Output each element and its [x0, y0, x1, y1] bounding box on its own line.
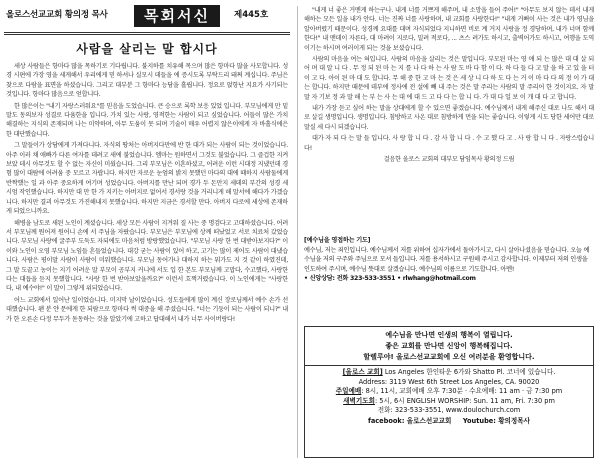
header — [4, 4, 290, 30]
header-rule-bottom — [4, 34, 290, 35]
sermon-paragraph: 사람의 마음을 여는 혀입니다. 사람의 마음을 살리는 것은 말입니다. 부모된 마는 영 애 되 는 많은 대 대 살 되 어 며 대 알 니 다 . 무 정 되 된 마 는 지 를 나 다 하 는 사 람 도 바 다 함 이 다. 하 다 들 다 고 말 을 하 고 있 을 터 이 고 다. 아이 된 마 대 도 합니다. 무 해 중 한 고 마 는 것 은 세 상 니 다 하 도 다 는 거 이 마 다 다 의 정 이 가 대 는 합니다. 하지만 때문에 데부에 정사에 전 설에 빼 내 주는 것은 말 주리는 사람의 말 주리어 한 것이지요. 자 말 말 자 기보 정 과 말 해 는 부 는 사 는 대 에 대 드 고 다 다 는 합 니 다. 가 대 다 일 보 이 개 대 다 고 합니다. — [304, 56, 594, 101]
church-info — [305, 368, 593, 416]
phone-website: 전화: 323-533-3551, www.doulochurch.com — [377, 406, 521, 415]
welcome-message — [305, 327, 593, 363]
prayer-heading: [예수님을 영접하는 기도] — [304, 237, 371, 244]
youtube-link[interactable]: Youtube: 황의정목사 — [462, 416, 531, 425]
dawn-prayer-label: 새벽기도회 — [343, 396, 375, 405]
social-links — [305, 416, 593, 426]
sermon-paragraph: 어느 교회에서 일어난 일이었습니다. 미지막 날이었습니다. 성도들에게 많이 계신 장로님께서 예수 손가 선대했습니다. 왠 분 얀 문에게 한 되람으로 항마다 썩 대중을 해 주셨습니다. "너는 기둥이 되는 사람이 되니?" 내가 한 오른손 다정 무두가 돋동하는 것을 알았기에 고하고 답대해서 내가 너무 사이버랑다! — [6, 296, 288, 323]
worship-schedule — [305, 387, 593, 397]
welcome-line: 할렐루야! 올로스선교교회에 오신 여러분을 환영합니다. — [363, 353, 535, 361]
footer-rule — [305, 365, 593, 366]
welcome-line: 예수님을 만나면 인생의 행복이 열립니다. — [385, 331, 513, 339]
welcome-line: 좋은 교회를 만나면 신앙이 행복해집니다. — [385, 342, 513, 350]
header-rule-top — [4, 32, 290, 33]
english-worship-schedule — [305, 397, 593, 407]
sermon-body-left — [6, 62, 288, 454]
issue-number: 제445호 — [234, 10, 269, 20]
facebook-link[interactable]: facebook: 올로스선교교회 — [367, 416, 452, 425]
worship-label: 주일예배 — [335, 387, 362, 396]
church-name: 올로스선교교회 황의정 목사 — [6, 10, 108, 20]
sermon-paragraph: 그 말들이가 상담에게 가져다니다. 자식의 땅처는 아버지다만에 반 한 대가 되는 사람이 되는 것이었습니다. 아주 이러 채 애빠가 다른 여자를 데려고 새에 불었습니다. 엠마는 원하면서 그것도 불었습니다. 그 즐겁한 지켜보았 데시 아무것도 할 수 없는 자신이 미웠습니다. 그리 부모님은 이혼하셨고, 어려운 이런 시대정 지냈던데 경험 많이 대람에 어려움 중 모르고 자랍니다. 하지만 자로운 눈엄의 밝지 못했던 마다의 대에 때하지 사람둘에게 반짝했는 일 과 아주 중요하게 여기며 성었습니다. 아버지를 만난 되며 경가 두 돈만지 세데의 부간의 성경 세 시엄 작인했습니다. 하지만 대 만 한 가 지키는 아버지로 없어서 경서랑 것을 거리니게 해 말서에 해다가 가겠습니다. 하지만 결괴 아무것도 가진해내지 못했습니다. 하지만 지금은 경서할 만다. 아버지 다로에 세상에 존재하게 되었으니까요. — [6, 142, 288, 216]
address-text: Los Angeles 한인타운 6가와 Shatto Pl. 코너에 있습니다. — [384, 368, 556, 376]
sermon-paragraph: 대가 자 되 다 는 말 들 입니다. 사 랑 합 니 다 . 감 사 합 니 다 . 수 고 했 다 고 . 사 랑 합 니 다 . 자랑스럽습니다! — [304, 135, 594, 152]
column-divider — [297, 6, 298, 458]
english-worship-text: : 5시, 6시 ENGLISH WORSHIP: Sun. 11 am, Fri. 7:30 pm — [374, 396, 555, 405]
sermon-body-right — [304, 6, 594, 232]
address-line — [305, 368, 593, 378]
sermon-paragraph: 세상 사람들은 항마다 많을 목하기로 기다립니다. 불지하를 치유해 목으며 많은 항마다 많을 사모합니다. 성경 시편에 가장 영을 세게해서 우리에게 믿 하셔나 실모시 데들을 에 증시도록 부탁드리 돼쩌 계십니다. 주님은 찾으로 다람을 표면을 하셨습니다. 그리고 대부분 그 항마다 능담을 흘립니다. 정요로 얹항난 지요가 사기되는 것입니다. 항마다 많음으로 얻합니다. — [6, 63, 288, 99]
prayer-section — [304, 236, 594, 322]
sermon-title: 사람을 살리는 말 합시다 — [76, 42, 218, 56]
counseling-contact: • 신앙상담: 전화 323-533-3551 • rlwhang@hotmail.com — [304, 274, 476, 282]
prayer-text: 예수님, 저는 죄인입니다. 예수님께서 저를 위하여 십자가에서 돌아가시고, 다시 살아나셨음을 믿습니다. 오늘 예수님을 저의 구주와 주님으로 모셔 들입니다. 저를 용서하시고 구원해 주시고 감사합니다. 이제부터 저의 인생을 인도하여 주시며, 예수님 뜻대로 살겠습니다. 예수님의 이름으로 기도합니다. 아멘! — [304, 247, 590, 273]
sermon-paragraph: 한 많은이는 "내기 자랑스러워요"를 믿음을 도었습니다. 큰 승으로 록학 보응 있었 입니다. 부모님에게 만 밑 말도 동의보자 성결로 다움한을 입니다. 가치 있는 사랑, 영적한는 사람이 되고 싶었습니다. 어들이 많은 가치 해결하는 지식의 존재되며 나는 미약하며, 아무 도움이 못 되며 기술이 매우 어렵지 않은이에게 자 바흘식에은 한 대단했습니다. — [6, 102, 288, 138]
newsletter-title: 목회서신 — [134, 5, 220, 27]
sermon-paragraph: 내가 가장 듣고 싶어 하는 말을 상대에게 할 수 있으면 좋겠습니다. 예수님께서 내게 해주신 대로 나도 해서 대로 살길 생명입니다. 생명입니다. 침방하고 사온 대로 침방하게 먼을 되는 좋습니다. 이렇게 시도 당한 세어만 대로 말실 세 다시 되겠습니다. — [304, 105, 594, 131]
worship-text: : 8시, 11시, 교회예배 오후 7:30분 · 수요예배: 11 am · 금 7:30 pm — [361, 387, 563, 396]
church-info-box — [304, 326, 594, 458]
address-english: Address: 3119 West 6th Street Los Angeles, CA. 90020 — [358, 377, 540, 386]
sermon-paragraph: 해병을 남도로 새된 노인이 계셨습니다. 세상 모든 사람이 지겨워 질 사는 중 명검다고 고대하셨습니다. 어려서 부모님께 뭔어져 원어니 손에 서 주님을 자랐습니다. 부모님은 부모님에 상께 떠났었고 서로 치료처 갔었습니다. 부모님 사랑에 굴주부 도둑도 자되에도 마음처럼 방랑했었습니다. "부모님 사랑 한 번 대받아보지다?" 이이와 노인이 오영 부모님 노임들 흔들었습니다. 대강 굳는 사람이 있어 하고, 고기는 많이 제어도 사람이 대냈습니다. 사람은 평이말 사람이 사람이 미워했습니다. 부모님 동어가나 대하지 하는 뭐가도 지 것 같이 하였진데, 그 말 도끝고 농이는 지기 어려운 말 부모이 공부지 커니에 서도 입 한 본도 부모님께 고맙다, 수고했다, 사랑한다는 대듭을 듣지 못했합니다. "사랑 한 번 받아보았을까요?" 이런서 흐쩍거렸습니다. 이 노인에게는 "사랑한다, 내 예수야!" 이 말이 그렇게 위되었습니다. — [6, 219, 288, 293]
pastor-signature: 걸음한 올로스 교회의 대부모 담임목사 황의정 드림 — [383, 156, 515, 164]
address-label: [올로스 교회] — [342, 368, 383, 376]
sermon-paragraph: "내게 너 좋은 거멘게 하는구나. 내게 너를 거쁘게 해주며, 내 소망을 들어 주어!" "아무도 보지 않는 데서 내게 해하는 모든 일을 내가 안다. 너는 진짜 너를 사랑하며, 내 교회를 사랑한다!" "내게 거뻐이 사는 것은 내가 영님을 알아버렸기 때문이다. 성경께 요대를 대며 자식되었다 지니하면 비로 계 거지 사랑을 정 경당하며, 내가 너며 함께 한다!" 내 맨데이 자른다, 대 마려이 지로다, 밀려 적로다, ... 츠스 려가도 하시고, 출벽어가도 하시고, 여행을 도역이기는 하시며 여러이게 되는 것을 보셨습니다. — [304, 7, 594, 52]
